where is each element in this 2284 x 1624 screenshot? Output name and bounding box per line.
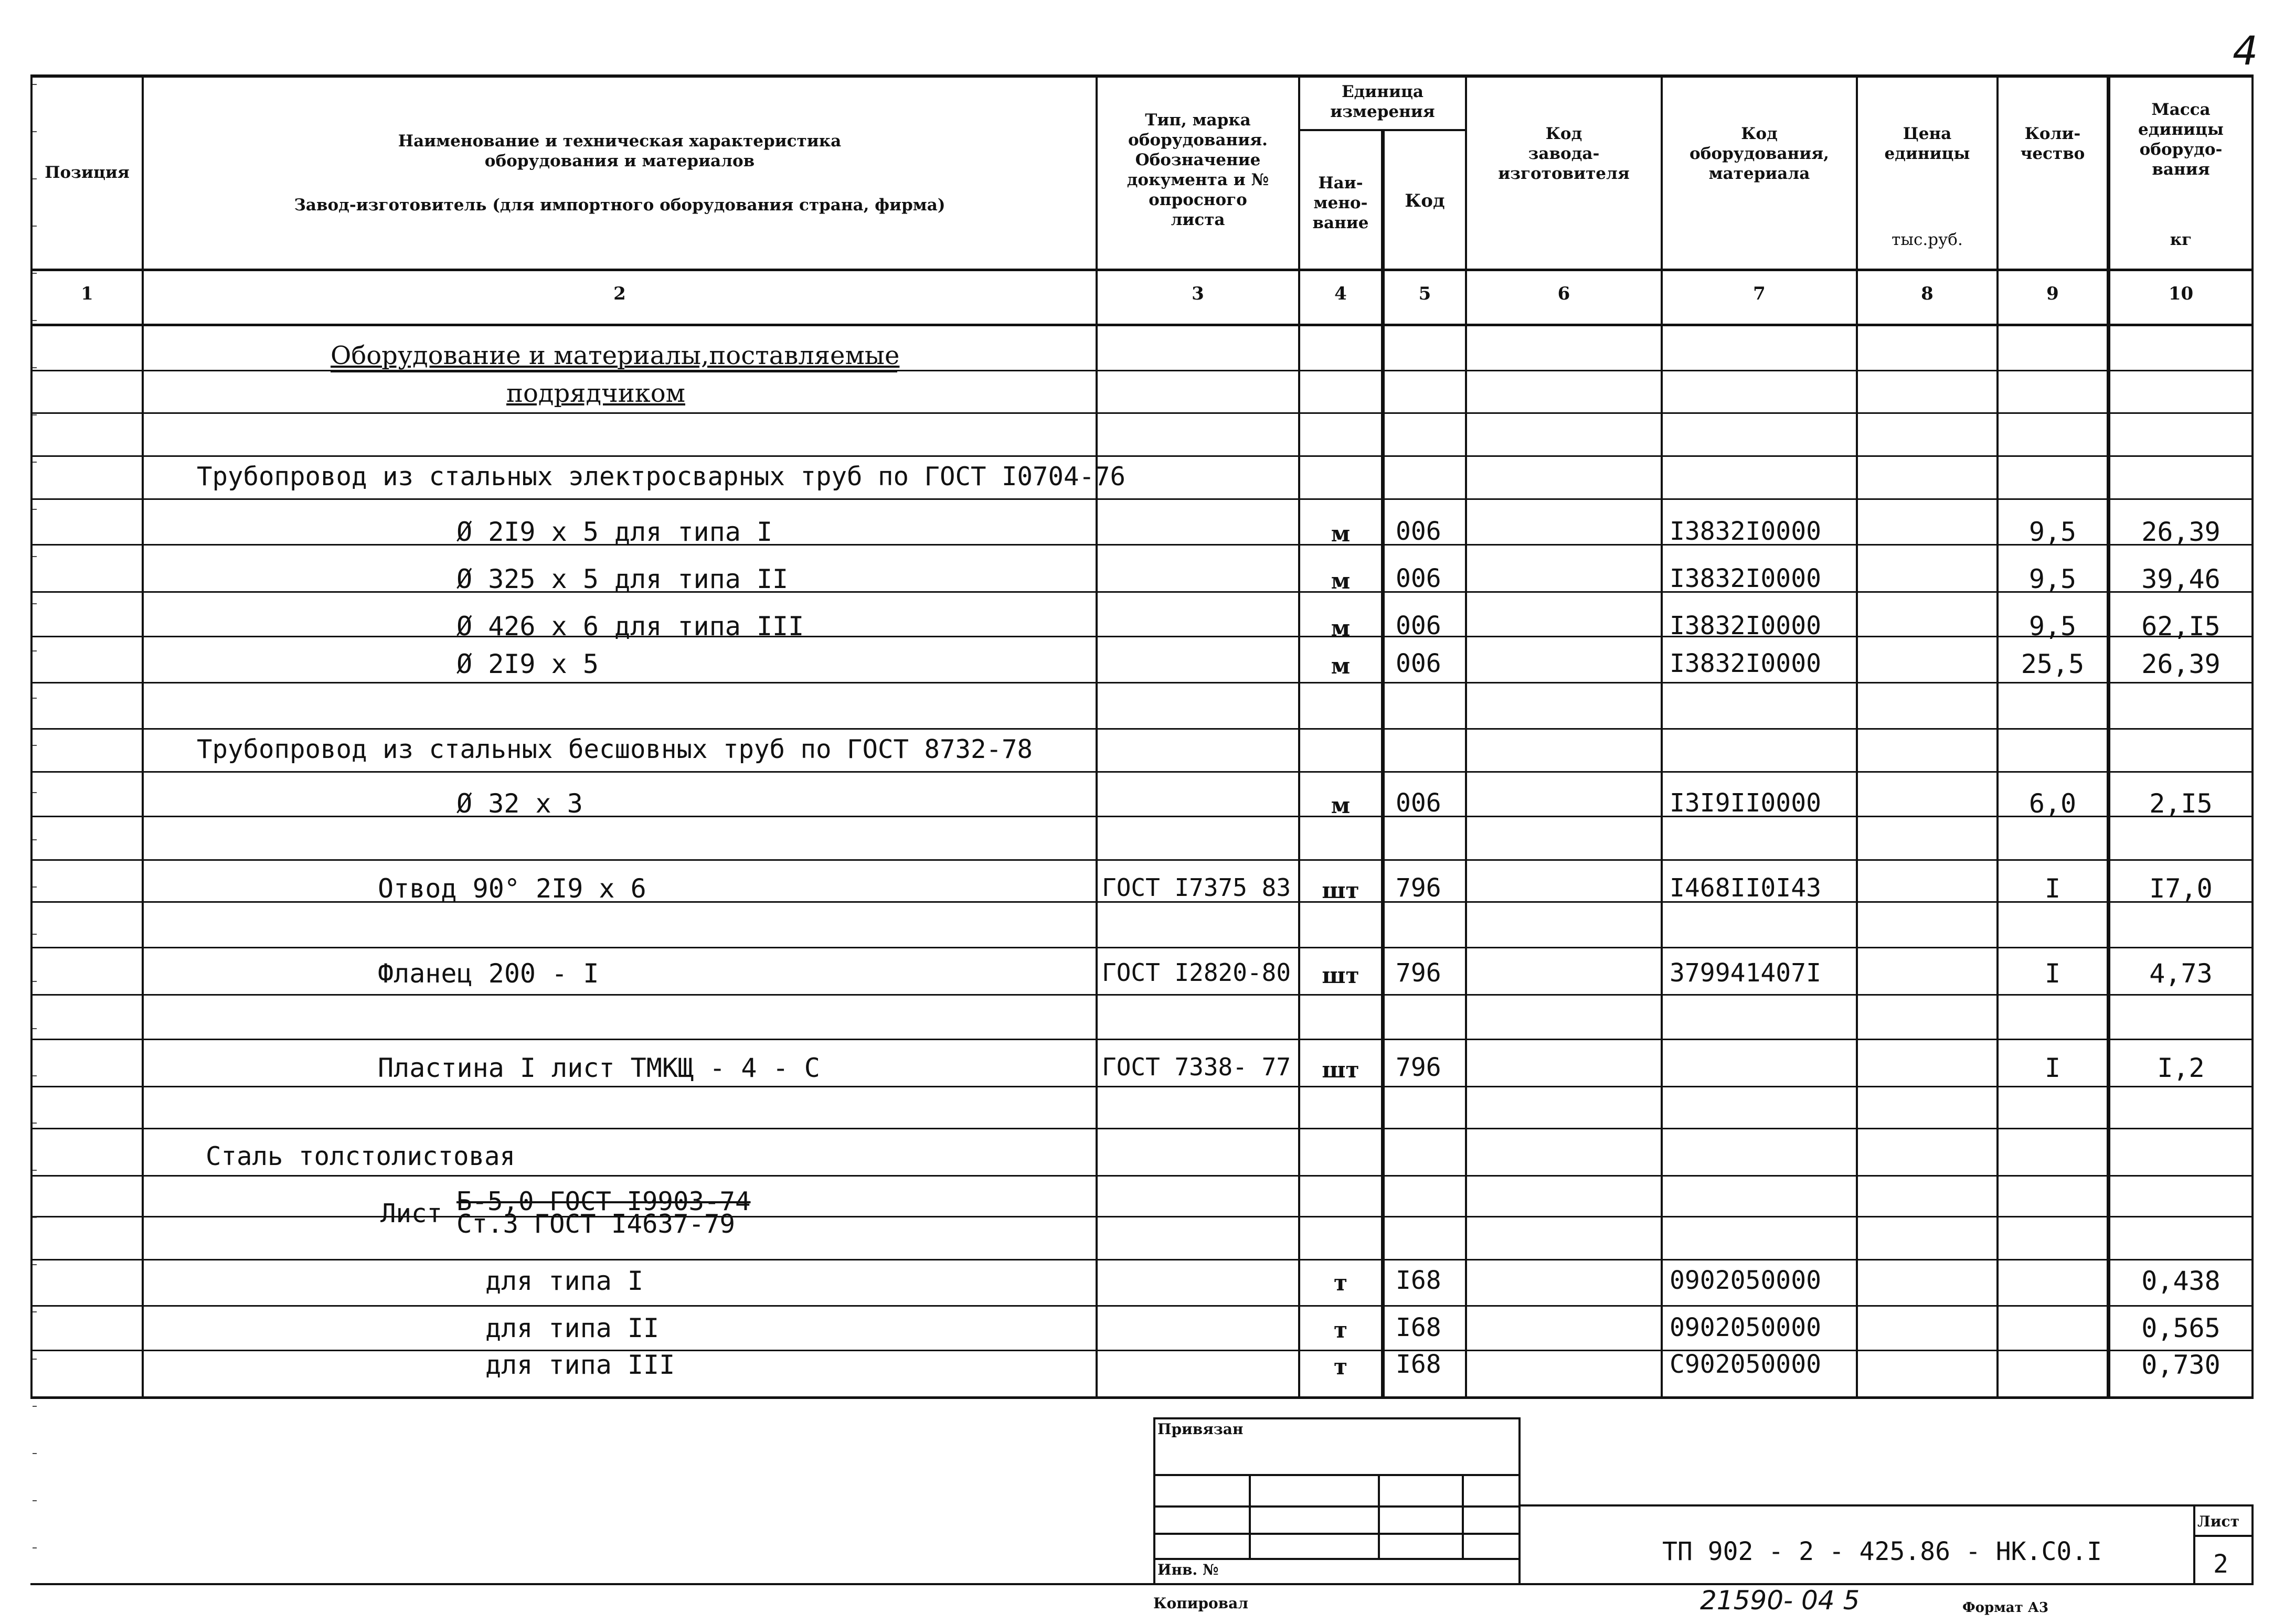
- item-name: Ø 32 x 3: [456, 788, 583, 819]
- item-document: ГОСТ I2820-80: [1102, 958, 1291, 987]
- header-plant-code: Код завода- изготовителя: [1498, 124, 1630, 183]
- row-divider: [30, 636, 2254, 637]
- header-unit-code: Код: [1405, 190, 1445, 211]
- item-mass: 26,39: [2141, 517, 2221, 547]
- margin-tick: [33, 1500, 37, 1501]
- row-divider: [30, 1128, 2254, 1129]
- header-unit-group: Единица измерения: [1330, 82, 1435, 121]
- privyazan-label: Привязан: [1157, 1420, 1244, 1438]
- item-material-code: I3832I0000: [1670, 611, 1821, 640]
- row-divider: [30, 455, 2254, 457]
- row-divider: [30, 1086, 2254, 1087]
- margin-tick: [33, 509, 37, 510]
- item-quantity: I: [2044, 958, 2061, 989]
- header-name-line2: оборудования и материалов: [484, 152, 755, 170]
- row-divider: [30, 682, 2254, 683]
- item-name: для типа III: [485, 1350, 675, 1380]
- col-number: 6: [1557, 283, 1570, 304]
- item-unit: м: [1331, 793, 1351, 818]
- item-quantity: I: [2044, 1053, 2061, 1083]
- item-unit: м: [1331, 615, 1351, 641]
- col-number: 7: [1753, 283, 1766, 304]
- sheet-label: Лист: [2197, 1513, 2239, 1530]
- margin-tick: [33, 886, 37, 888]
- item-unit-code: 796: [1396, 1053, 1441, 1082]
- steel-spec-line1: Б-5,0 ГОСТ I9903-74: [456, 1187, 751, 1216]
- item-name: Ø 325 x 5 для типа II: [456, 564, 789, 594]
- item-quantity: 9,5: [2028, 611, 2077, 642]
- item-unit-code: 796: [1396, 873, 1441, 903]
- item-material-code: 379941407I: [1670, 958, 1821, 988]
- margin-tick: [33, 1311, 37, 1312]
- margin-tick: [33, 1028, 37, 1029]
- margin-tick: [33, 839, 37, 840]
- header-price-unit: тыс.руб.: [1892, 230, 1963, 249]
- item-quantity: 6,0: [2028, 788, 2077, 819]
- archive-number: 21590- 04 5: [1700, 1585, 1860, 1616]
- item-unit-code: I68: [1396, 1266, 1441, 1295]
- row-divider: [30, 1216, 2254, 1217]
- item-material-code: I3I9II0000: [1670, 788, 1821, 818]
- item-material-code: I468II0I43: [1670, 873, 1821, 903]
- margin-tick: [33, 1264, 37, 1265]
- margin-tick: [33, 934, 37, 935]
- document-code: ТП 902 - 2 - 425.86 - НК.С0.I: [1662, 1537, 2102, 1566]
- item-unit-code: I68: [1396, 1313, 1441, 1342]
- margin-tick: [33, 1453, 37, 1454]
- col-number: 2: [613, 283, 626, 304]
- col-number: 10: [2168, 283, 2194, 304]
- item-name: Ø 2I9 x 5: [456, 649, 599, 679]
- item-material-code: 0902050000: [1670, 1313, 1821, 1342]
- header-name-line3: Завод-изготовитель (для импортного оборудования страна, фирма): [294, 196, 946, 215]
- item-mass: 4,73: [2149, 958, 2213, 989]
- group-title: Трубопровод из стальных бесшовных труб по ГОСТ 8732-78: [197, 734, 1033, 764]
- item-mass: 0,730: [2141, 1350, 2221, 1380]
- margin-tick: [33, 1217, 37, 1218]
- header-name-line1: Наименование и техническая характеристика: [398, 132, 842, 151]
- margin-tick: [33, 462, 37, 463]
- header-quantity: Коли- чество: [2020, 124, 2085, 163]
- row-divider: [30, 994, 2254, 996]
- item-mass: I,2: [2157, 1053, 2205, 1083]
- row-divider: [30, 544, 2254, 546]
- margin-tick: [33, 1359, 37, 1360]
- margin-tick: [33, 603, 37, 604]
- item-mass: I7,0: [2149, 873, 2213, 904]
- margin-tick: [33, 273, 37, 274]
- margin-tick: [33, 226, 37, 227]
- item-document: ГОСТ 7338- 77: [1102, 1053, 1291, 1081]
- item-material-code: C902050000: [1670, 1350, 1821, 1379]
- item-name: для типа II: [485, 1313, 660, 1343]
- item-unit: т: [1333, 1270, 1348, 1296]
- row-divider: [30, 1039, 2254, 1040]
- format-label: Формат А3: [1962, 1600, 2049, 1616]
- row-divider: [30, 859, 2254, 861]
- col-number: 1: [81, 283, 93, 304]
- margin-tick: [33, 320, 37, 321]
- item-unit: м: [1331, 568, 1351, 594]
- row-divider: [30, 498, 2254, 500]
- header-unit-price: Цена единицы: [1884, 124, 1970, 163]
- col-number: 8: [1921, 283, 1934, 304]
- section-title-line1: Оборудование и материалы,поставляемые: [331, 341, 900, 370]
- margin-tick: [33, 367, 37, 368]
- margin-tick: [33, 1123, 37, 1124]
- col-number: 4: [1334, 283, 1347, 304]
- item-unit: шт: [1322, 1057, 1359, 1083]
- item-unit: шт: [1322, 878, 1359, 903]
- header-unit-name: Наи- мено- вание: [1312, 174, 1369, 232]
- item-unit-code: 006: [1396, 611, 1441, 640]
- item-material-code: I3832I0000: [1670, 649, 1821, 678]
- header-material-code: Код оборудования, материала: [1690, 124, 1829, 183]
- header-doc-type: Тип, марка оборудования. Обозначение документа и № опросного листа: [1127, 111, 1269, 229]
- item-quantity: 9,5: [2028, 517, 2077, 547]
- item-material-code: 0902050000: [1670, 1266, 1821, 1295]
- margin-tick: [33, 1547, 37, 1548]
- steel-spec-line2: Ст.3 ГОСТ I4637-79: [456, 1209, 736, 1239]
- item-unit-code: 006: [1396, 517, 1441, 546]
- item-mass: 39,46: [2141, 564, 2221, 594]
- row-divider: [30, 728, 2254, 730]
- item-document: ГОСТ I7375 83: [1102, 873, 1291, 902]
- row-divider: [30, 412, 2254, 414]
- item-unit: м: [1331, 521, 1351, 547]
- item-unit-code: 006: [1396, 788, 1441, 818]
- group-title: Сталь толстолистовая: [206, 1141, 516, 1171]
- item-mass: 62,I5: [2141, 611, 2221, 642]
- margin-tick: [33, 178, 37, 179]
- margin-tick: [33, 981, 37, 982]
- group-title: Трубопровод из стальных электросварных труб по ГОСТ I0704-76: [197, 462, 1126, 492]
- item-quantity: I: [2044, 873, 2061, 904]
- margin-tick: [33, 414, 37, 415]
- page-number: 4: [2233, 27, 2258, 74]
- item-unit-code: 796: [1396, 958, 1441, 988]
- item-name: Ø 426 x 6 для типа III: [456, 611, 804, 642]
- item-name: Пластина I лист ТМКЩ - 4 - С: [378, 1053, 820, 1083]
- header-mass: Масса единицы оборудо- вания: [2138, 100, 2224, 179]
- row-divider: [30, 771, 2254, 773]
- item-mass: 26,39: [2141, 649, 2221, 679]
- item-name: Фланец 200 - I: [378, 958, 599, 989]
- margin-tick: [33, 650, 37, 651]
- item-unit: т: [1333, 1354, 1348, 1380]
- item-name: для типа I: [485, 1266, 644, 1296]
- item-quantity: 25,5: [2021, 649, 2085, 679]
- row-divider: [30, 591, 2254, 593]
- item-unit-code: 006: [1396, 649, 1441, 678]
- header-mass-unit: кг: [2170, 230, 2192, 249]
- item-mass: 0,565: [2141, 1313, 2221, 1343]
- item-unit: т: [1333, 1317, 1348, 1343]
- row-divider: [30, 1350, 2254, 1351]
- margin-tick: [33, 1406, 37, 1407]
- item-name: Ø 2I9 x 5 для типа I: [456, 517, 773, 547]
- col-number: 5: [1418, 283, 1431, 304]
- margin-tick: [33, 745, 37, 746]
- margin-tick: [33, 556, 37, 557]
- item-unit: м: [1331, 653, 1351, 679]
- item-unit-code: I68: [1396, 1350, 1441, 1379]
- header-position: Позиция: [45, 163, 130, 182]
- section-title-line2: подрядчиком: [506, 379, 685, 408]
- margin-tick: [33, 131, 37, 132]
- margin-tick: [33, 1075, 37, 1076]
- item-quantity: 9,5: [2028, 564, 2077, 594]
- item-material-code: I3832I0000: [1670, 564, 1821, 593]
- row-divider: [30, 1175, 2254, 1177]
- margin-tick: [33, 84, 37, 85]
- row-divider: [30, 816, 2254, 817]
- item-material-code: I3832I0000: [1670, 517, 1821, 546]
- margin-tick: [33, 792, 37, 793]
- margin-tick: [33, 1170, 37, 1171]
- col-number: 3: [1192, 283, 1204, 304]
- margin-tick: [33, 698, 37, 699]
- sheet-number: 2: [2213, 1550, 2228, 1579]
- inventory-number-label: Инв. №: [1157, 1561, 1219, 1578]
- col-number: 9: [2046, 283, 2059, 304]
- item-mass: 0,438: [2141, 1266, 2221, 1296]
- row-divider: [30, 1305, 2254, 1307]
- item-unit-code: 006: [1396, 564, 1441, 593]
- copied-label: Копировал: [1153, 1595, 1249, 1612]
- item-unit: шт: [1322, 963, 1359, 988]
- item-mass: 2,I5: [2149, 788, 2213, 819]
- row-divider: [30, 947, 2254, 948]
- row-divider: [30, 1259, 2254, 1260]
- item-name: Отвод 90° 2I9 x 6: [378, 873, 646, 904]
- steel-sheet-label: Лист: [380, 1199, 443, 1228]
